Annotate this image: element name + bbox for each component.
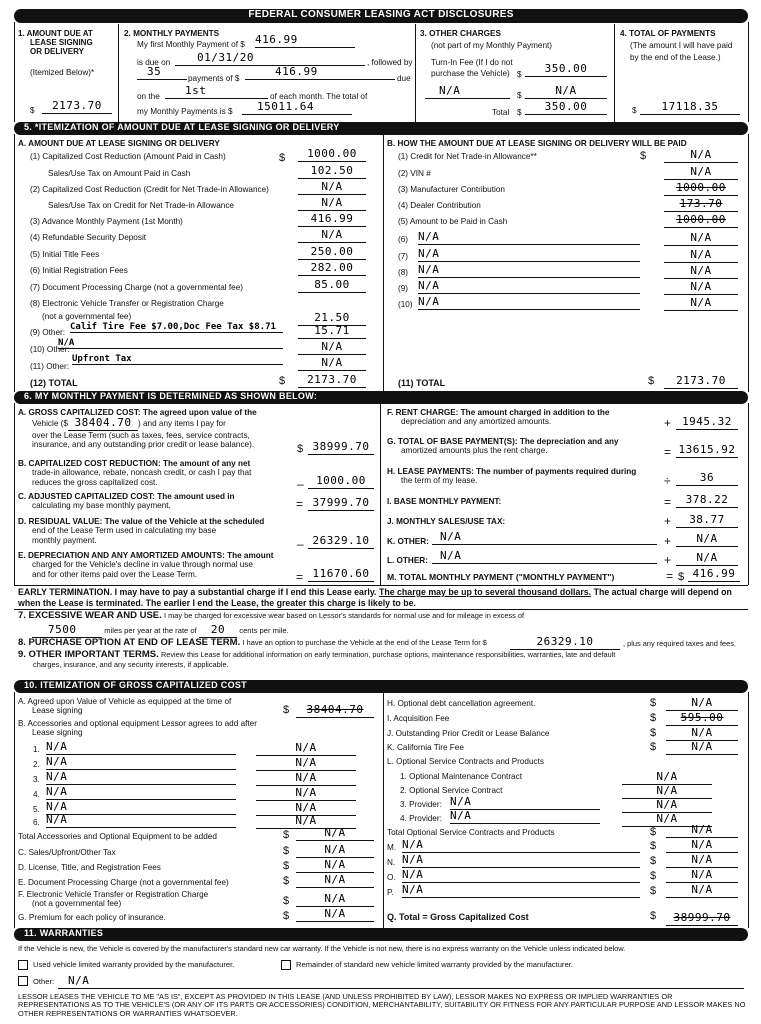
accessory-label-4: 4. [33,790,40,799]
sec5a-value-5[interactable]: 416.99 [298,213,366,227]
accessory-text-6[interactable]: N/A [46,814,236,828]
accessory-label-3: 3. [33,775,40,784]
other-charge-label[interactable]: N/A [425,85,510,99]
accessories-total[interactable]: N/A [296,827,374,841]
gross-cap-cost-value[interactable]: 38999.70 [308,441,374,455]
sec10-right-currency-3: $ [650,727,657,739]
used-warranty-checkbox[interactable] [18,960,28,970]
lease-disclosure-document: FEDERAL CONSUMER LEASING ACT DISCLOSURES 1. AMOUNT DUE AT LEASE SIGNING OR DELIVERY (Itemized Below)* $ 2173.70 2. MONTHLY PAYMENTS My first Monthly Payment of $ 416.99 is due on 01/31/20 , followed by 35 payments of $ 416.99 due on the 1st of each month. The total of my Monthly Payments is $ 15011.64 3. OTHER CHARGES (not part of my Monthly Payment) Turn-In Fee (If I do not purchase the Vehicle) $ 350.00 N/A $ N/A Total $ 350.00 4. TOTAL OF PAYMENTS (The amount I will have paid by the end of the Lease.) $ 17118.35 5. *ITEMIZATION OF AMOUNT DUE AT LEASE SIGNING OR DELIVERY A. AMOUNT DUE AT LEASE SIGNING OR DELIVERY $ (8) Electronic Vehicle Transfer or Registration Charge (not a governmental fee) 21.50 (9) Other: Calif Tire Fee $7.00,Doc Fee Tax $8.71 15.71 (10) Other: N/A N/A (11) Other: Upfront Tax N/A (12) TOTAL $ 2173.70 B. HOW THE AMOUNT DUE AT LEASE SIGNING OR DELIVERY WILL BE PAID $ (11) TOTAL $ 2173.70 6. MY MONTHLY PAYMENT IS DETERMINED AS SHOWN BELOW: A. GROSS CAPITALIZED COST: The agreed upon value of the Vehicle ($ 38404.70 ) and any items I pay for over the Lease Term (such as taxes, fees, service contracts, insurance, and any outstanding prior credit or lease balance). $ 38999.70 B. CAPITALIZED COST REDUCTION: The amount of any net trade-in allowance, rebate, noncash credit, or cash I pay that reduces the gross capitalized cost. – 1000.00 C. ADJUSTED CAPITALIZED COST: The amount used in calculating my base monthly payment. = 37999.70 D. RESIDUAL VALUE: The value of the Vehicle at the scheduled end of the Lease Term used in calculating my base monthly payment. – 26329.10 E. DEPRECIATION AND ANY AMORTIZED AMOUNTS: The amount charged for the Vehicle's decline in value through normal use and for other items paid over the Lease Term. = 11670.60 F. RENT CHARGE: The amount charged in addition to the depreciation and any amortized amounts. + 1945.32 G. TOTAL OF BASE PAYMENT(S): The depreciation and any amortized amounts plus the rent charge. = 13615.92 H. LEASE PAYMENTS: The number of payments required during the term of my lease. ÷ 36 I. BASE MONTHLY PAYMENT: = 378.22 J. MONTHLY SALES/USE TAX: + 38.77 K. OTHER: N/A + N/A L. OTHER: N/A + N/A M. TOTAL MONTHLY PAYMENT ("MONTHLY PAYMENT") = $ 416.99 EARLY TERMINATION. I may have to pay a substantial charge if I end this Lease early. The charge may be up to several thousand dollars. The actual charge will depend on when the Lease is terminated. The earlier I end the Lease, the greater this charge is likely to be. 7. EXCESSIVE WEAR AND USE. I may be charged for excessive wear based on Lessor's standards for normal use and for mileage in excess of 7500 miles per year at the rate of 20 cents per mile. 8. PURCHASE OPTION AT END OF LEASE TERM. I have an option to purchase the Vehicle at the end of the Lease Term for $ 26329.10 , plus any required taxes and fees. 9. OTHER IMPORTANT TERMS. Review this Lease for additional information on early termination, purchase options, maintenance responsibilities, warranties, late and default charges, insurance, and any security interests, if applicable. 10. ITEMIZATION OF GROSS CAPITALIZED COST A. Agreed upon Value of Vehicle as equipped at the time of Lease signing $ 38404.70 B. Accessories and optional equipment Lessor agrees to add after Lease signing Total Accessories and Optional Equipment to be added $ N/A F. Electronic Vehicle Transfer or Registration Charge (not a governmental fee) $ N/A G. Premium for each policy of insurance. $ N/A L. Optional Service Contracts and Products 1. Optional Maintenance Contract N/A 2. Optional Service Contract N/A 3. Provider: N/A N/A 4. Provider: N/A N/A Total Optional Service Contracts and Products $ N/A Q. Total = Gross Capitalized Cost $ 38999.70 11. WARRANTIES If the Vehicle is new, the Vehicle is covered by the manufacturer's standard new car warranty. If the Vehicle is not new, there is no express warranty on the Vehicle unless indicated below. Used vehicle limited warranty provided by the manufacturer. Remainder of standard new vehicle limited warranty provided by the manufacturer. Other: N/A LESSOR LEASES THE VEHICLE TO ME "AS IS", EXCEPT AS PROVIDED IN THIS LEASE (AND UNLESS PROHIBITED BY LAW), LESSOR MAKES NO EXPRESS OR IMPLIED WARRANTIES OR REPRESENTATIONS AS TO THE VEHICLE'S (OR ANY OF ITS PARTS OR ACCESSORIES) CONDITION, MERCHANTABILITY, SUITABILITY OR FITNESS FOR ANY PARTICULAR PURPOSE AND LESSOR MAKES NO OTHER REPRESENTATIONS OR WARRANTIES WHATSOEVER. (1) Capitalized Cost Reduction (Amount Paid in Cash) 1000.00 Sales/Use Tax on Amount Paid in Cash 102.50 (2) Capitalized Cost Reduction (Credit for Net Trade-in Allowance) N/A Sales/Use Tax on Credit for Net Trade-in Allowance N/A (3) Advance Monthly Payment (1st Month) 416.99 (4) Refundable Security Deposit N/A (5) Initial Title Fees 250.00 (6) Initial Registration Fees 282.00 (7) Document Processing Charge (not a governmental fee) 85.00 (1) Credit for Net Trade-in Allowance** N/A (2) VIN # N/A (3) Manufacturer Contribution 1000.00 (4) Dealer Contribution 173.70 (5) Amount to be Paid in Cash 1000.00 (6) N/A N/A (7) N/A N/A (8) N/A N/A (9) N/A N/A (10) N/A N/A 1. N/A N/A 2. N/A N/A 3. N/A N/A 4. N/A N/A 5. N/A N/A 6. N/A N/A C. Sales/Upfront/Other Tax $ N/A D. License, Title, and Registration Fees $ N/A E. Document Processing Charge (not a governmental fee) $ N/A H. Optional debt cancellation agreement. $ N/A I. Acquisition Fee $ 595.00 J. Outstanding Prior Credit or Lease Balance $ N/A K. California Tire Fee $ N/A M. N/A $ N/A N. N/A $ N/A O. N/A $ N/A P. N/A $ N/A [0,0,761,1024]
sec10-right-label-1: H. Optional debt cancellation agreement. [387,699,536,708]
accessory-value-6[interactable]: N/A [256,815,356,829]
cap-cost-reduction-value[interactable]: 1000.00 [308,475,374,489]
amount-due-value[interactable]: 2173.70 [42,100,112,114]
other-charges-total[interactable]: 350.00 [525,101,607,115]
other-9-text[interactable]: Calif Tire Fee $7.00,Doc Fee Tax $8.71 [70,322,283,333]
ev-transfer-charge-value[interactable]: N/A [296,893,374,907]
sec10-left-label-3: E. Document Processing Charge (not a governmental fee) [18,878,229,887]
sec5b-value-3[interactable]: 1000.00 [664,182,738,196]
accessory-text-5[interactable]: N/A [46,801,236,815]
new-warranty-checkbox[interactable] [281,960,291,970]
accessory-label-6: 6. [33,818,40,827]
gross-capitalized-cost-total[interactable]: 38999.70 [666,912,738,926]
sec5b-value-1[interactable]: N/A [664,149,738,163]
sec5a-label-5: (3) Advance Monthly Payment (1st Month) [30,217,183,226]
sec10-mnop-currency-1: $ [650,840,657,852]
sec5a-value-9[interactable]: 85.00 [298,279,366,293]
section-5a-total[interactable]: 2173.70 [298,374,366,388]
sec5a-value-6[interactable]: N/A [298,229,366,243]
accessory-text-4[interactable]: N/A [46,786,236,800]
section-10-header: 10. ITEMIZATION OF GROSS CAPITALIZED COST [14,680,748,693]
sec10-right-currency-1: $ [650,697,657,709]
sec5b-extra-value-9[interactable]: N/A [664,281,738,295]
sec10-right-label-3: J. Outstanding Prior Credit or Lease Balance [387,729,550,738]
other-11-value[interactable]: N/A [298,357,366,371]
sec10-mnop-text-2[interactable]: N/A [402,854,640,868]
first-payment-value[interactable]: 416.99 [255,34,355,48]
sec10-left-currency-2: $ [283,860,290,872]
miles-per-year[interactable]: 7500 [32,624,102,638]
sec5b-extra-text-8[interactable]: N/A [418,264,640,278]
section-6-header: 6. MY MONTHLY PAYMENT IS DETERMINED AS SHOWN BELOW: [14,391,748,404]
box1-subtitle: (Itemized Below)* [30,68,95,77]
accessory-value-4[interactable]: N/A [256,787,356,801]
total-base-payments-value[interactable]: 13615.92 [676,444,738,458]
other-charge-value[interactable]: N/A [525,85,607,99]
turn-in-fee[interactable]: 350.00 [525,63,607,77]
total-monthly-payments[interactable]: 15011.64 [242,101,352,115]
sec10-right-currency-2: $ [650,712,657,724]
insurance-premium-value[interactable]: N/A [296,908,374,922]
sec10-right-value-1[interactable]: N/A [666,697,738,711]
base-monthly-payment-value[interactable]: 378.22 [676,494,738,508]
purchase-option-price[interactable]: 26329.10 [510,636,620,650]
sec10-mnop-text-3[interactable]: N/A [402,869,640,883]
ev-transfer-value[interactable]: 21.50 [298,312,366,326]
sec10-left-currency-3: $ [283,875,290,887]
sec5b-extra-text-6[interactable]: N/A [418,231,640,245]
sec5b-label-5: (5) Amount to be Paid in Cash [398,217,508,226]
purchase-option-text: 8. PURCHASE OPTION AT END OF LEASE TERM. I have an option to purchase the Vehicle at the end of the Lease Term for $ [18,637,487,648]
box1-title: 1. AMOUNT DUE AT LEASE SIGNING OR DELIVERY [18,29,93,57]
document-title: FEDERAL CONSUMER LEASING ACT DISCLOSURES [14,9,748,23]
sec5b-label-1: (1) Credit for Net Trade-in Allowance** [398,152,537,161]
sec5b-extra-text-7[interactable]: N/A [418,248,640,262]
payment-amount[interactable]: 416.99 [245,66,395,80]
accessory-label-2: 2. [33,760,40,769]
first-due-date[interactable]: 01/31/20 [175,52,365,66]
sec5b-extra-label-6: (6) [398,235,409,244]
service-contracts-total[interactable]: N/A [666,824,738,838]
sec10-mnop-currency-3: $ [650,870,657,882]
sec10-mnop-label-4: P. [387,888,394,897]
sec10-right-value-3[interactable]: N/A [666,727,738,741]
sec5b-extra-value-10[interactable]: N/A [664,297,738,311]
sec10-right-label-4: K. California Tire Fee [387,743,464,752]
sec10-right-label-2: I. Acquisition Fee [387,714,450,723]
accessory-text-2[interactable]: N/A [46,756,236,770]
sec5b-extra-label-7: (7) [398,252,409,261]
adjusted-cap-cost-value[interactable]: 37999.70 [308,497,374,511]
sec5b-extra-text-9[interactable]: N/A [418,280,640,294]
other-warranty-checkbox[interactable] [18,976,28,986]
other-terms-text: 9. OTHER IMPORTANT TERMS. Review this Lease for additional information on early termination, purchase options, maintenance responsibilities, warranties, late and default [18,649,616,660]
sec5b-value-5[interactable]: 1000.00 [664,214,738,228]
other-10-value[interactable]: N/A [298,341,366,355]
monthly-tax-value[interactable]: 38.77 [676,514,738,528]
provider-4-value[interactable]: N/A [622,813,712,827]
total-monthly-payment-value[interactable]: 416.99 [688,568,740,582]
sec5a-value-8[interactable]: 282.00 [298,262,366,276]
accessory-value-1[interactable]: N/A [256,742,356,756]
accessory-text-3[interactable]: N/A [46,771,236,785]
sec5a-label-3: (2) Capitalized Cost Reduction (Credit for Net Trade-in Allowance) [30,185,269,194]
sec5a-label-7: (5) Initial Title Fees [30,250,100,259]
sec10-mnop-text-4[interactable]: N/A [402,884,640,898]
sec5a-value-2[interactable]: 102.50 [298,165,366,179]
excessive-wear-text: 7. EXCESSIVE WEAR AND USE. I may be charged for excessive wear based on Lessor's standards for normal use and for mileage in excess of [18,610,525,621]
other-k-value[interactable]: N/A [676,533,738,547]
sec5a-value-3[interactable]: N/A [298,181,366,195]
sec5a-value-7[interactable]: 250.00 [298,246,366,260]
payment-day[interactable]: 1st [165,85,268,99]
agreed-value-vehicle[interactable]: 38404.70 [296,704,374,718]
accessory-value-3[interactable]: N/A [256,772,356,786]
accessory-text-1[interactable]: N/A [46,741,236,755]
sec5a-label-6: (4) Refundable Security Deposit [30,233,147,242]
sec5a-value-4[interactable]: N/A [298,197,366,211]
section-11-header: 11. WARRANTIES [14,928,748,941]
sec5a-value-1[interactable]: 1000.00 [298,148,366,162]
other-10-text[interactable]: N/A [58,338,283,349]
sec10-mnop-text-1[interactable]: N/A [402,839,640,853]
sec10-mnop-value-4[interactable]: N/A [666,884,738,898]
sec10-mnop-value-1[interactable]: N/A [666,839,738,853]
sec5b-extra-text-10[interactable]: N/A [418,296,640,310]
sec5b-value-2[interactable]: N/A [664,166,738,180]
sec5a-label-1: (1) Capitalized Cost Reduction (Amount Paid in Cash) [30,152,226,161]
sec5b-label-2: (2) VIN # [398,169,431,178]
warranty-disclaimer: LESSOR LEASES THE VEHICLE TO ME "AS IS", EXCEPT AS PROVIDED IN THIS LEASE (AND UNLESS PROHIBITED BY LAW), LESSOR MAKES NO EXPRESS OR IMPLIED WARRANTIES OR REPRESENTATIONS AS TO THE VEHICLE'S (OR ANY OF ITS PARTS OR ACCESSORIES) CONDITION, MERCHANTABILITY, SUITABILITY OR FITNESS FOR ANY PARTICULAR PURPOSE AND LESSOR MAKES NO OTHER REPRESENTATIONS OR WARRANTIES WHATSOEVER. [18,992,746,1018]
rent-charge-value[interactable]: 1945.32 [676,416,738,430]
box3-title: 3. OTHER CHARGES [420,29,501,38]
sec10-mnop-label-1: M. [387,843,397,852]
sec5b-value-4[interactable]: 173.70 [664,198,738,212]
sec10-right-value-2[interactable]: 595.00 [666,712,738,726]
cents-per-mile[interactable]: 20 [199,624,237,638]
accessory-value-2[interactable]: N/A [256,757,356,771]
other-11-text[interactable]: Upfront Tax [72,354,283,365]
sec10-left-currency-1: $ [283,845,290,857]
sec10-left-value-1[interactable]: N/A [296,844,374,858]
sec10-left-label-1: C. Sales/Upfront/Other Tax [18,848,116,857]
provider-4-text[interactable]: N/A [450,810,600,824]
provider-3-value[interactable]: N/A [622,799,712,813]
lease-payments-count[interactable]: 36 [676,472,738,486]
box4-title: 4. TOTAL OF PAYMENTS [620,29,716,38]
other-l-value[interactable]: N/A [676,552,738,566]
section-5b-total[interactable]: 2173.70 [664,375,738,389]
sec5b-extra-value-7[interactable]: N/A [664,249,738,263]
gross-cap-cost-desc: A. GROSS CAPITALIZED COST: The agreed upon value of the Vehicle ($ 38404.70 ) and any items I pay for over the Lease Term (such as taxes, fees, service contracts, insurance, and any outstanding prior credit or lease balance). [18,408,257,450]
early-termination-notice: EARLY TERMINATION. I may have to pay a substantial charge if I end this Lease early. The charge may be up to several thousand dollars. The actual charge will depend on when the Lease is terminated. The earlier I end the Lease, the greater this charge is likely to be. [18,587,732,608]
depreciation-value[interactable]: 11670.60 [308,568,374,582]
sec10-mnop-label-2: N. [387,858,396,867]
sec5a-label-8: (6) Initial Registration Fees [30,266,128,275]
sec10-left-label-2: D. License, Title, and Registration Fees [18,863,161,872]
sec5a-label-9: (7) Document Processing Charge (not a governmental fee) [30,283,243,292]
sec5b-extra-label-10: (10) [398,300,413,309]
sec10-right-value-4[interactable]: N/A [666,741,738,755]
sec10-left-value-3[interactable]: N/A [296,874,374,888]
sec5b-extra-label-8: (8) [398,268,409,277]
accessory-label-1: 1. [33,745,40,754]
sec10-mnop-label-3: O. [387,873,396,882]
sec5b-extra-value-6[interactable]: N/A [664,232,738,246]
sec5a-label-2: Sales/Use Tax on Amount Paid in Cash [48,169,191,178]
sec5b-extra-label-9: (9) [398,284,409,293]
sec10-left-value-2[interactable]: N/A [296,859,374,873]
vehicle-value[interactable]: 38404.70 [68,417,138,431]
other-9-value[interactable]: 15.71 [298,325,366,339]
accessory-label-5: 5. [33,805,40,814]
sec5b-label-3: (3) Manufacturer Contribution [398,185,505,194]
total-monthly-payment-label: M. TOTAL MONTHLY PAYMENT ("MONTHLY PAYMENT") [387,572,615,582]
sec5b-extra-value-8[interactable]: N/A [664,265,738,279]
num-payments[interactable]: 35 [137,66,187,80]
maintenance-contract-value[interactable]: N/A [622,771,712,785]
service-contract-value[interactable]: N/A [622,785,712,799]
other-warranty-text[interactable]: N/A [58,975,744,989]
box2-title: 2. MONTHLY PAYMENTS [124,29,220,38]
accessory-value-5[interactable]: N/A [256,802,356,816]
sec10-right-currency-4: $ [650,741,657,753]
other-l-text[interactable]: N/A [432,550,657,564]
total-of-payments[interactable]: 17118.35 [640,101,740,115]
residual-value[interactable]: 26329.10 [308,535,374,549]
sec10-mnop-currency-2: $ [650,855,657,867]
sec10-mnop-value-3[interactable]: N/A [666,869,738,883]
sec10-mnop-currency-4: $ [650,885,657,897]
sec10-mnop-value-2[interactable]: N/A [666,854,738,868]
warranty-text: If the Vehicle is new, the Vehicle is covered by the manufacturer's standard new car warranty. If the Vehicle is not new, there is no express warranty on the Vehicle unless indicated below. [18,944,626,953]
other-k-text[interactable]: N/A [432,531,657,545]
provider-3-text[interactable]: N/A [450,796,600,810]
section-5-header: 5. *ITEMIZATION OF AMOUNT DUE AT LEASE SIGNING OR DELIVERY [14,122,748,135]
sec5b-label-4: (4) Dealer Contribution [398,201,481,210]
sec5a-label-4: Sales/Use Tax on Credit for Net Trade-in Allowance [48,201,234,210]
